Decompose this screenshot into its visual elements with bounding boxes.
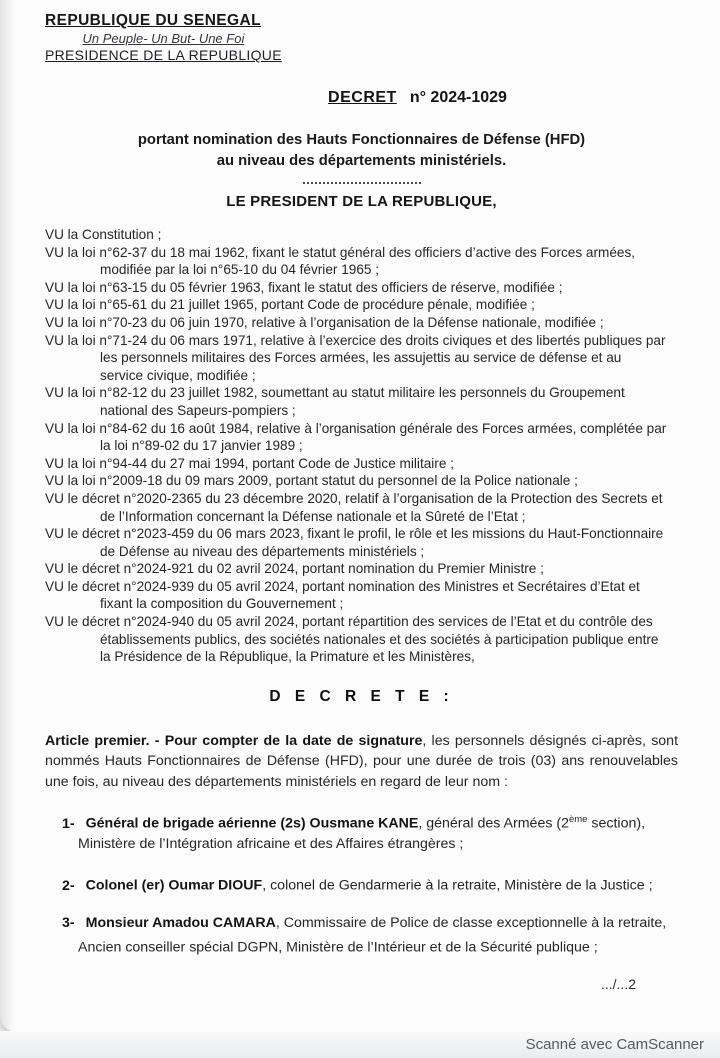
visa-item: VU la loi n°71-24 du 06 mars 1971, relative à l’exercice des droits civiques et des libertés publiques par les personnels militaires des Forces armées, les assujettis au service de défense et au service civique, modifiée ; <box>45 332 666 383</box>
camscanner-footer <box>0 1031 720 1058</box>
appointment-name: Monsieur Amadou CAMARA <box>85 915 276 932</box>
decree-title <box>101 89 720 107</box>
visa-item: VU le décret n°2024-940 du 05 avril 2024, portant répartition des services de l’Etat et du contrôle des établissements publics, des sociétés nationales et des sociétés à participation publique entre la Présidence de la République, la Primature et les Ministères, <box>45 614 659 665</box>
visa-item: VU la loi n°82-12 du 23 juillet 1982, soumettant au statut militaire les personnels du Groupement national des Sapeurs-pompiers ; <box>45 385 625 418</box>
appointment-list <box>45 810 675 958</box>
letterhead-institution: PRESIDENCE DE LA REPUBLIQUE <box>45 47 282 63</box>
article-premier <box>45 731 678 793</box>
decree-subject-line2: au niveau des départements ministériels. <box>216 153 507 169</box>
visa-item: VU le décret n°2023-459 du 06 mars 2023, fixant le profil, le rôle et les missions du Haut-Fonctionnaire de Défense au niveau des départements ministériels ; <box>45 526 664 559</box>
visa-list <box>45 226 667 666</box>
decree-subject <box>45 130 678 172</box>
visa-item: VU la loi n°94-44 du 27 mai 1994, portant Code de Justice militaire ; <box>45 455 454 471</box>
decrete-heading: D E C R E T E : <box>269 687 454 705</box>
visa-item: VU la loi n°65-61 du 21 juillet 1965, portant Code de procédure pénale, modifiée ; <box>45 297 535 313</box>
letterhead <box>45 12 282 63</box>
appointment-item: 1- Général de brigade aérienne (2s) Ousmane KANE, général des Armées (2ème section), Ministère de l’Intégration africaine et des Affaires étrangères ; <box>62 814 646 852</box>
visa-item: VU la loi n°70-23 du 06 juin 1970, relative à l’organisation de la Défense nationale, modifiée ; <box>45 314 604 330</box>
decree-number: n° 2024-1029 <box>409 89 507 106</box>
visa-item: VU le décret n°2024-939 du 05 avril 2024, portant nomination des Ministres et Secrétaires d’Etat et fixant la composition du Gouvernement ; <box>45 578 640 612</box>
page-continuation-marker: .../...2 <box>600 976 636 992</box>
appointment-item: 3- Monsieur Amadou CAMARA, Commissaire de Police de classe exceptionnelle à la retraite, Ancien conseiller spécial DGPN, Ministère de l’Intérieur et de la Sécurité publique ; <box>62 915 667 956</box>
authority-heading: LE PRESIDENT DE LA REPUBLIQUE, <box>226 193 497 210</box>
camscanner-label: Scanné avec CamScanner <box>525 1036 704 1053</box>
appointment-number: 2- <box>62 877 75 894</box>
appointment-name: Colonel (er) Oumar DIOUF <box>85 877 263 894</box>
visa-item: VU la loi n°62-37 du 18 mai 1962, fixant le statut général des officiers d’active des Forces armées, modifiée par la loi n°65-10 du 04 février 1965 ; <box>45 244 636 278</box>
visa-item: VU la loi n°2009-18 du 09 mars 2009, portant statut du personnel de la Police nationale ; <box>45 473 578 489</box>
visa-item: VU la loi n°84-62 du 16 août 1984, relative à l’organisation générale des Forces armées, complétée par la loi n°89-02 du 17 janvier 1989 ; <box>45 420 667 454</box>
visa-item: VU la Constitution ; <box>45 227 162 242</box>
article-premier-lead: Article premier. - Pour compter de la date de signature <box>45 732 423 749</box>
appointment-number: 1- <box>62 816 75 833</box>
visa-item: VU le décret n°2024-921 du 02 avril 2024, portant nomination du Premier Ministre ; <box>45 561 544 577</box>
letterhead-country: REPUBLIQUE DU SENEGAL <box>45 12 261 29</box>
decree-label: DECRET <box>328 89 397 106</box>
appointment-name: Général de brigade aérienne (2s) Ousmane KANE <box>85 816 419 833</box>
scan-edge-shadow <box>0 0 15 1032</box>
appointment-number: 3- <box>62 915 75 932</box>
article-premier-body: , les personnels désignés ci-après, sont nommés Hauts Fonctionnaires de Défense (HFD), pour une durée de trois (03) ans renouvelables une fois, au niveau des départements ministériels en regard de leur nom : <box>45 732 679 790</box>
decree-subject-line1: portant nomination des Hauts Fonctionnaires de Défense (HFD) <box>137 132 586 148</box>
dotted-separator <box>303 182 421 184</box>
appointment-item: 2- Colonel (er) Oumar DIOUF, colonel de Gendarmerie à la retraite, Ministère de la Justice ; <box>62 877 653 894</box>
letterhead-motto: Un Peuple- Un But- Une Foi <box>82 31 245 46</box>
visa-item: VU la loi n°63-15 du 05 février 1963, fixant le statut des officiers de réserve, modifiée ; <box>45 279 563 295</box>
visa-item: VU le décret n°2020-2365 du 23 décembre 2020, relatif à l’organisation de la Protection des Secrets et de l’Information concernant la Défense nationale et la Sûreté de l’Etat ; <box>45 490 663 524</box>
